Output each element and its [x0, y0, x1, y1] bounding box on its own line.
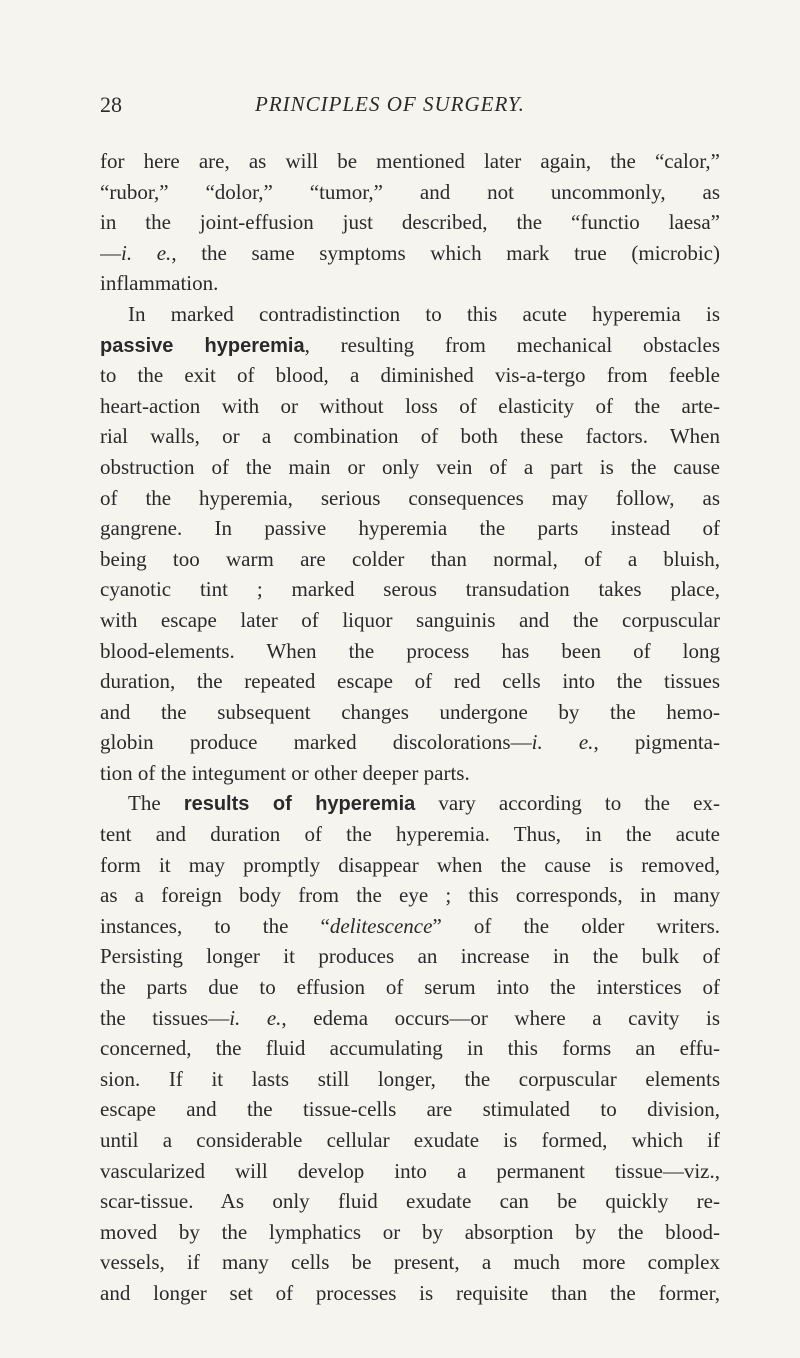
body-text [100, 146, 720, 1309]
text-line: as a foreign body from the eye ; this corresponds, in many [100, 883, 720, 908]
text-line: the tissues—i. e., edema occurs—or where a cavity is [100, 1005, 720, 1030]
text-line: vascularized will develop into a permanent tissue—viz., [100, 1158, 720, 1183]
text-line: “rubor,” “dolor,” “tumor,” and not uncommonly, as [100, 179, 720, 204]
text-line: and longer set of processes is requisite than the former, [100, 1280, 720, 1305]
text-line: and the subsequent changes undergone by the hemo- [100, 699, 720, 724]
text-line: to the exit of blood, a diminished vis-a-tergo from feeble [100, 363, 720, 388]
term-results-of-hyperemia: results of hyperemia [183, 793, 416, 816]
text-line: vessels, if many cells be present, a much more complex [100, 1250, 720, 1275]
text-line: blood-elements. When the process has been of long [100, 638, 720, 663]
term-passive-hyperemia: passive hyperemia [100, 334, 305, 357]
text-line: tent and duration of the hyperemia. Thus, in the acute [100, 822, 720, 847]
text-line: In marked contradistinction to this acute hyperemia is [128, 301, 720, 326]
text-line: tion of the integument or other deeper parts. [100, 760, 470, 785]
text-line: the parts due to effusion of serum into the interstices of [100, 975, 720, 1000]
text-line: globin produce marked discolorations—i. e., pigmenta- [100, 730, 720, 755]
text-line: obstruction of the main or only vein of a part is the cause [100, 454, 720, 479]
text-line: escape and the tissue-cells are stimulated to division, [100, 1097, 720, 1122]
text-line: passive hyperemia, resulting from mechanical obstacles [100, 332, 720, 357]
text-line: instances, to the “delitescence” of the older writers. [100, 913, 720, 938]
text-line: in the joint-effusion just described, the “functio laesa” [100, 210, 720, 235]
page-header [100, 92, 730, 122]
text-line: moved by the lymphatics or by absorption by the blood- [100, 1219, 720, 1244]
text-line: gangrene. In passive hyperemia the parts instead of [100, 516, 720, 541]
text-line: rial walls, or a combination of both these factors. When [100, 424, 720, 449]
text-line: heart-action with or without loss of elasticity of the arte- [100, 393, 720, 418]
page-number: 28 [100, 92, 122, 117]
text-line: inflammation. [100, 271, 219, 296]
text-line: being too warm are colder than normal, of a bluish, [100, 546, 720, 571]
text-line: cyanotic tint ; marked serous transudation takes place, [100, 577, 720, 602]
text-line: for here are, as will be mentioned later again, the “calor,” [100, 149, 720, 173]
text-line: of the hyperemia, serious consequences may follow, as [100, 485, 720, 510]
text-line: duration, the repeated escape of red cells into the tissues [100, 669, 720, 694]
text-line: Persisting longer it produces an increase in the bulk of [100, 944, 720, 969]
text-line: —i. e., the same symptoms which mark true (microbic) [100, 240, 720, 265]
text-line: until a considerable cellular exudate is formed, which if [100, 1128, 720, 1152]
text-line: concerned, the fluid accumulating in this forms an effu- [100, 1036, 720, 1061]
text-line: with escape later of liquor sanguinis and the corpuscular [100, 607, 720, 632]
text-line: The results of hyperemia vary according to the ex- [128, 791, 720, 816]
text-line: scar-tissue. As only fluid exudate can be quickly re- [100, 1189, 720, 1214]
text-line: sion. If it lasts still longer, the corpuscular elements [100, 1066, 720, 1091]
running-title: PRINCIPLES OF SURGERY. [255, 92, 525, 116]
text-line: form it may promptly disappear when the cause is removed, [100, 852, 720, 877]
